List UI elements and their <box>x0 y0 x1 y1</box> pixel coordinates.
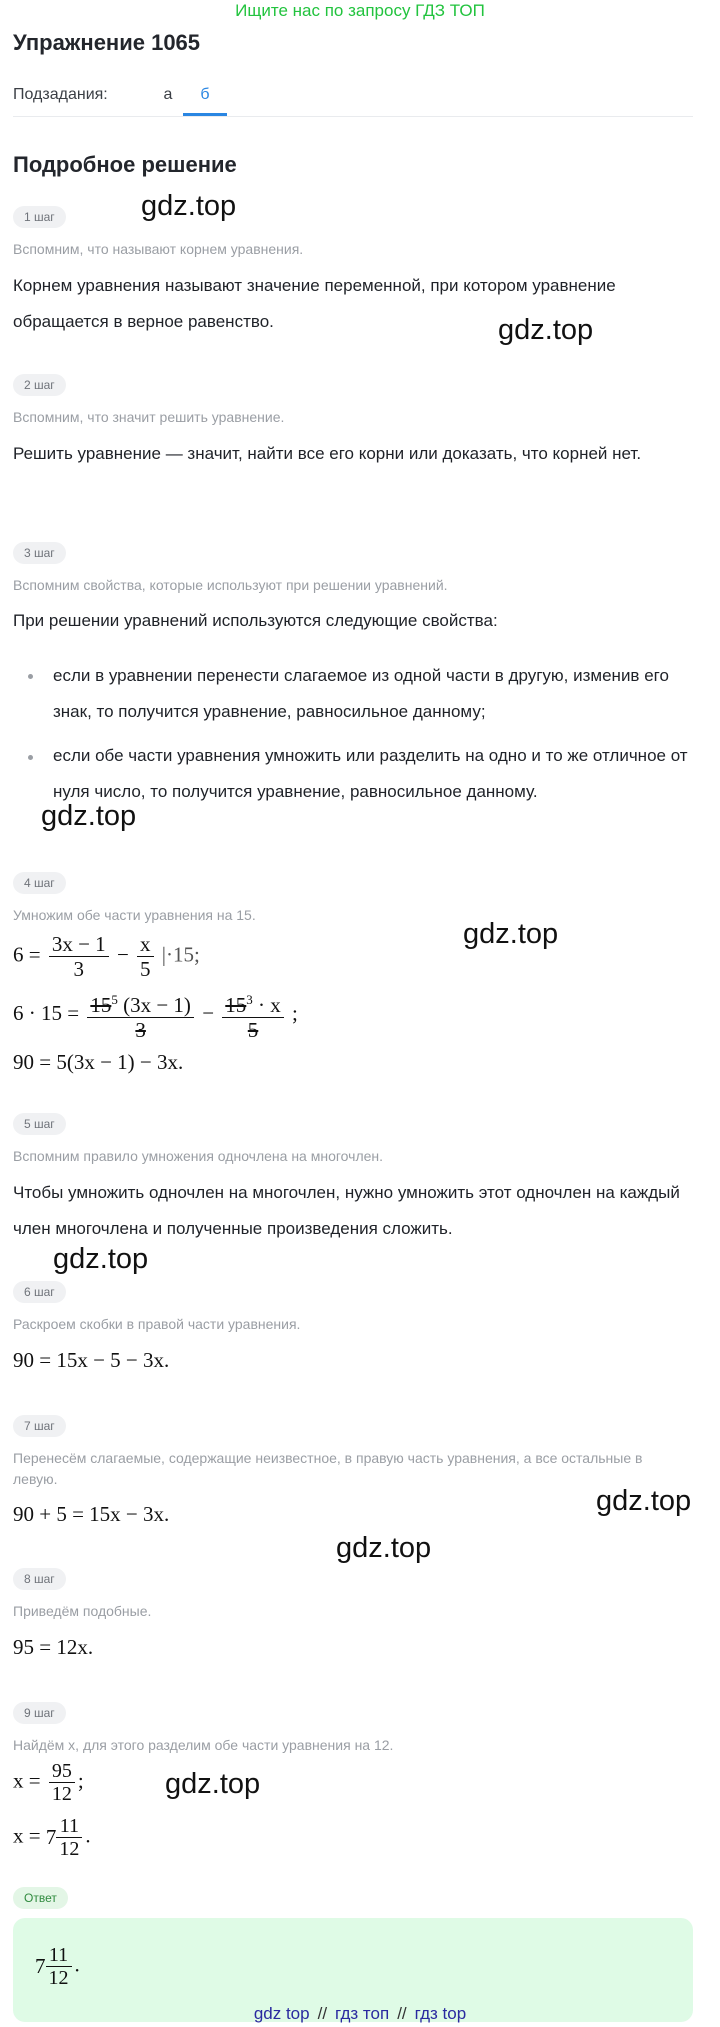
watermark: gdz.top <box>498 314 594 346</box>
step-hint: Умножим обе части уравнения на 15. <box>13 907 256 923</box>
fraction <box>222 988 284 1042</box>
operator: − <box>202 1000 215 1025</box>
subtasks-bar <box>13 82 693 117</box>
fraction <box>49 1760 75 1805</box>
footer-link[interactable]: gdz top <box>253 2004 310 2023</box>
watermark: gdz.top <box>336 1532 432 1564</box>
numerator: 3x − 1 <box>49 932 109 957</box>
step-hint: Вспомним свойства, которые используют при решении уравнений. <box>13 577 448 593</box>
numerator: 11 <box>56 1815 82 1838</box>
cancelled-number: 15 <box>225 993 247 1017</box>
reduced-factor: 5 <box>111 992 118 1007</box>
eq-tail: . <box>85 1823 91 1848</box>
list-item: если в уравнении перенести слагаемое из одной части в другую, изменив его знак, то получится уравнение, равносильное данному; <box>53 666 669 721</box>
tab-b[interactable]: б <box>200 86 210 103</box>
cancelled-number: 15 <box>90 993 112 1017</box>
equation-line: 90 + 5 = 15x − 3x. <box>13 1502 170 1526</box>
fraction <box>87 988 194 1042</box>
step-text: При решении уравнений используются следующие свойства: <box>13 611 498 630</box>
top-banner[interactable]: Ищите нас по запросу ГДЗ ТОП <box>235 1 485 20</box>
numerator: 95 <box>49 1760 75 1783</box>
numerator-rest: (3x − 1) <box>123 993 191 1017</box>
denominator: 12 <box>59 1838 80 1860</box>
mixed-whole: 7 <box>45 1825 57 1849</box>
denominator: 5 <box>140 957 151 981</box>
step-badge: 1 шаг <box>13 206 66 228</box>
page-title: Упражнение 1065 <box>13 30 201 55</box>
denominator: 12 <box>48 1967 69 1989</box>
watermark: gdz.top <box>596 1485 692 1517</box>
numerator: 11 <box>46 1944 72 1967</box>
footer-links <box>0 2000 720 2027</box>
step-badge: 5 шаг <box>13 1113 66 1135</box>
step-badge: 2 шаг <box>13 374 66 396</box>
denominator: 3 <box>135 1018 146 1042</box>
denominator: 12 <box>51 1783 72 1805</box>
list-item: если обе части уравнения умножить или разделить на одно и то же отличное от нуля число, то получится уравнение, равносильное данному. <box>53 746 688 801</box>
numerator: x <box>137 932 154 957</box>
step-badge: 7 шаг <box>13 1415 66 1437</box>
eq-lhs: x = <box>13 1768 41 1793</box>
fraction <box>49 932 109 981</box>
numerator <box>222 988 284 1018</box>
footer-separator: // <box>397 2004 407 2023</box>
step-hint: Перенесём слагаемые, содержащие неизвестное, в правую часть уравнения, а все остальные в левую. <box>13 1450 643 1487</box>
eq-lhs: 6 · 15 = <box>13 1000 80 1025</box>
multiplier-note: |·15; <box>161 942 200 967</box>
step-badge: 4 шаг <box>13 872 66 894</box>
reduced-factor: 3 <box>246 992 253 1007</box>
equation-line: 90 = 15x − 5 − 3x. <box>13 1348 170 1372</box>
subtasks-label: Подзадания: <box>13 86 108 103</box>
active-tab-indicator <box>183 113 227 116</box>
equation-line <box>13 1760 84 1805</box>
solution-title: Подробное решение <box>13 152 237 177</box>
eq-lhs: x = <box>13 1823 41 1848</box>
equation-line <box>13 1815 91 1860</box>
footer-link[interactable]: гдз top <box>414 2004 467 2023</box>
bullet-marker <box>28 674 33 679</box>
step-text: Корнем уравнения называют значение переменной, при котором уравнение обращается в верное равенство. <box>13 276 616 331</box>
step-text: Решить уравнение — значит, найти все его корни или доказать, что корней нет. <box>13 444 642 463</box>
watermark: gdz.top <box>41 800 137 832</box>
step-hint: Найдём x, для этого разделим обе части уравнения на 12. <box>13 1737 394 1753</box>
step-hint: Вспомним, что называют корнем уравнения. <box>13 241 304 257</box>
footer-separator: // <box>317 2004 328 2023</box>
denominator: 3 <box>73 957 85 981</box>
step-badge: 9 шаг <box>13 1702 66 1724</box>
step-hint: Раскроем скобки в правой части уравнения. <box>13 1316 301 1332</box>
answer-badge: Ответ <box>13 1887 68 1909</box>
fraction <box>56 1815 82 1860</box>
step-hint: Вспомним правило умножения одночлена на многочлен. <box>13 1148 384 1164</box>
step-text: Чтобы умножить одночлен на многочлен, нужно умножить этот одночлен на каждый член многочлена и полученные произведения сложить. <box>13 1183 680 1238</box>
watermark: gdz.top <box>141 190 237 222</box>
fraction <box>137 932 154 981</box>
fraction <box>46 1944 72 1989</box>
watermark: gdz.top <box>463 918 559 950</box>
eq-tail: ; <box>77 1768 84 1793</box>
equation-line: 90 = 5(3x − 1) − 3x. <box>13 1050 184 1074</box>
tab-a[interactable]: а <box>163 86 173 103</box>
step-badge: 6 шаг <box>13 1281 66 1303</box>
step-hint: Вспомним, что значит решить уравнение. <box>13 409 285 425</box>
numerator <box>87 988 194 1018</box>
operator: − <box>116 942 129 967</box>
footer-link[interactable]: гдз топ <box>335 2004 390 2023</box>
eq-tail: . <box>74 1952 80 1977</box>
step-hint: Приведём подобные. <box>13 1603 152 1619</box>
equation-line: 95 = 12x. <box>13 1635 94 1659</box>
eq-tail: ; <box>292 1000 298 1025</box>
eq-lhs: 6 = <box>13 942 41 967</box>
watermark: gdz.top <box>53 1243 149 1275</box>
step-badge: 8 шаг <box>13 1568 66 1590</box>
denominator: 5 <box>247 1018 259 1042</box>
equation-line <box>13 932 200 981</box>
watermark: gdz.top <box>165 1768 261 1800</box>
numerator-rest: · x <box>258 993 281 1017</box>
equation-line <box>13 988 298 1042</box>
answer-value <box>35 1944 80 1989</box>
bullet-marker <box>28 755 33 760</box>
mixed-whole: 7 <box>35 1954 46 1978</box>
step-badge: 3 шаг <box>13 542 66 564</box>
